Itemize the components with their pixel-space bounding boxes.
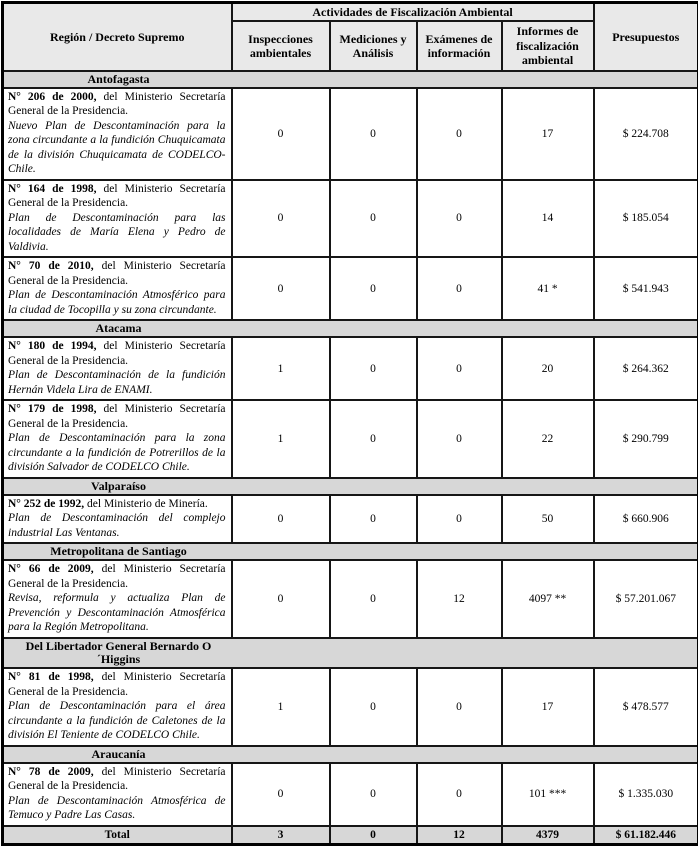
total-inspecciones-cell: 3 xyxy=(232,826,330,845)
plan-description: Plan de Descontaminación de la fundición Hernán Videla Lira de ENAMI. xyxy=(8,368,226,397)
examenes-cell: 0 xyxy=(417,180,502,257)
examenes-cell: 0 xyxy=(417,400,502,477)
mediciones-cell: 0 xyxy=(330,400,417,477)
inspecciones-cell: 0 xyxy=(232,495,330,543)
mediciones-cell: 0 xyxy=(330,88,417,180)
mediciones-cell: 0 xyxy=(330,337,417,400)
decree-ministry: del Ministerio Secretaría General de la Presidencia. xyxy=(8,403,226,429)
presupuesto-cell: $ 224.708 xyxy=(594,88,698,180)
decree-number: N° 66 de 2009, xyxy=(8,563,94,575)
decree-number: N° 252 de 1992, xyxy=(8,498,84,510)
inspecciones-cell: 1 xyxy=(232,400,330,477)
decree-number: N° 164 de 1998, xyxy=(8,183,97,195)
region-section-row xyxy=(3,543,698,560)
decree-title xyxy=(8,90,226,119)
col-header-presupuestos: Presupuestos xyxy=(594,3,698,71)
presupuesto-cell: $ 264.362 xyxy=(594,337,698,400)
decree-title xyxy=(8,182,226,211)
decree-number: N° 206 de 2000, xyxy=(8,91,97,103)
region-label: Antofagasta xyxy=(4,72,233,87)
total-examenes-cell: 12 xyxy=(417,826,502,845)
decree-cell xyxy=(3,257,232,320)
region-section-row xyxy=(3,71,698,88)
header-row-group xyxy=(3,3,698,22)
examenes-cell: 0 xyxy=(417,668,502,745)
region-section-row xyxy=(3,746,698,763)
region-section-row xyxy=(3,638,698,668)
col-header-region: Región / Decreto Supremo xyxy=(3,3,232,71)
plan-description: Plan de Descontaminación para el área circundante a la fundición de Caletones de la división El Teniente de CODELCO Chile. xyxy=(8,699,226,742)
decree-ministry: del Ministerio de Minería. xyxy=(84,498,208,510)
region-label: Valparaíso xyxy=(4,479,233,494)
col-header-inspecciones: Inspecciones ambientales xyxy=(232,21,330,70)
presupuesto-cell: $ 541.943 xyxy=(594,257,698,320)
region-section-row xyxy=(3,320,698,337)
mediciones-cell: 0 xyxy=(330,257,417,320)
fiscalization-table xyxy=(1,1,698,846)
plan-description: Plan de Descontaminación para las localidades de María Elena y Pedro de Valdivia. xyxy=(8,211,226,254)
presupuesto-cell: $ 1.335.030 xyxy=(594,763,698,826)
decree-cell xyxy=(3,668,232,745)
decree-title xyxy=(8,402,226,431)
plan-description: Plan de Descontaminación Atmosférico para la ciudad de Tocopilla y su zona circundante. xyxy=(8,288,226,317)
presupuesto-cell: $ 290.799 xyxy=(594,400,698,477)
inspecciones-cell: 0 xyxy=(232,560,330,637)
table-row xyxy=(3,180,698,257)
presupuesto-cell: $ 478.577 xyxy=(594,668,698,745)
total-informes-cell: 4379 xyxy=(502,826,594,845)
decree-cell xyxy=(3,180,232,257)
table-row xyxy=(3,257,698,320)
decree-cell xyxy=(3,88,232,180)
decree-title xyxy=(8,497,226,511)
mediciones-cell: 0 xyxy=(330,180,417,257)
inspecciones-cell: 0 xyxy=(232,763,330,826)
decree-number: N° 179 de 1998, xyxy=(8,403,97,415)
decree-ministry: del Ministerio Secretaría General de la Presidencia. xyxy=(8,563,226,589)
inspecciones-cell: 0 xyxy=(232,88,330,180)
region-label: Metropolitana de Santiago xyxy=(4,544,233,559)
decree-cell xyxy=(3,763,232,826)
decree-title xyxy=(8,670,226,699)
mediciones-cell: 0 xyxy=(330,495,417,543)
decree-cell xyxy=(3,495,232,543)
total-presupuesto-cell: $ 61.182.446 xyxy=(594,826,698,845)
plan-description: Plan de Descontaminación Atmosférica de Temuco y Padre Las Casas. xyxy=(8,794,226,823)
region-label: Atacama xyxy=(4,321,233,336)
decree-number: N° 78 de 2009, xyxy=(8,766,94,778)
total-row xyxy=(3,826,698,845)
plan-description: Plan de Descontaminación para la zona circundante a la fundición de Potrerillos de la división Salvador de CODELCO Chile. xyxy=(8,431,226,474)
plan-description: Plan de Descontaminación del complejo industrial Las Ventanas. xyxy=(8,511,226,540)
table-row xyxy=(3,495,698,543)
informes-cell: 17 xyxy=(502,668,594,745)
examenes-cell: 0 xyxy=(417,763,502,826)
col-header-examenes: Exámenes de información xyxy=(417,21,502,70)
decree-number: N° 70 de 2010, xyxy=(8,260,94,272)
plan-description: Nuevo Plan de Descontaminación para la zona circundante a la fundición Chuquicamata de la división Chuquicamata de CODELCO-Chile. xyxy=(8,119,226,177)
table-row xyxy=(3,763,698,826)
informes-cell: 17 xyxy=(502,88,594,180)
informes-cell: 14 xyxy=(502,180,594,257)
table-row xyxy=(3,668,698,745)
informes-cell: 22 xyxy=(502,400,594,477)
examenes-cell: 0 xyxy=(417,257,502,320)
decree-title xyxy=(8,765,226,794)
plan-description: Revisa, reformula y actualiza Plan de Prevención y Descontaminación Atmosférica para la Región Metropolitana. xyxy=(8,591,226,634)
decree-number: N° 180 de 1994, xyxy=(8,340,97,352)
presupuesto-cell: $ 660.906 xyxy=(594,495,698,543)
decree-ministry: del Ministerio Secretaría General de la Presidencia. xyxy=(8,183,226,209)
decree-title xyxy=(8,259,226,288)
examenes-cell: 0 xyxy=(417,495,502,543)
decree-title xyxy=(8,339,226,368)
table-row xyxy=(3,88,698,180)
presupuesto-cell: $ 57.201.067 xyxy=(594,560,698,637)
examenes-cell: 0 xyxy=(417,88,502,180)
examenes-cell: 12 xyxy=(417,560,502,637)
table-row xyxy=(3,400,698,477)
mediciones-cell: 0 xyxy=(330,668,417,745)
informes-cell: 4097 ** xyxy=(502,560,594,637)
inspecciones-cell: 1 xyxy=(232,337,330,400)
presupuesto-cell: $ 185.054 xyxy=(594,180,698,257)
decree-ministry: del Ministerio Secretaría General de la Presidencia. xyxy=(8,260,226,286)
decree-cell xyxy=(3,560,232,637)
table-row xyxy=(3,560,698,637)
region-label: Del Libertador General Bernardo O´Higgins xyxy=(4,639,233,667)
examenes-cell: 0 xyxy=(417,337,502,400)
decree-title xyxy=(8,562,226,591)
decree-cell xyxy=(3,400,232,477)
decree-ministry: del Ministerio Secretaría General de la Presidencia. xyxy=(8,340,226,366)
informes-cell: 41 * xyxy=(502,257,594,320)
total-mediciones-cell: 0 xyxy=(330,826,417,845)
decree-ministry: del Ministerio Secretaría General de la Presidencia. xyxy=(8,671,226,697)
informes-cell: 101 *** xyxy=(502,763,594,826)
table-row xyxy=(3,337,698,400)
decree-cell xyxy=(3,337,232,400)
col-header-activities-group: Actividades de Fiscalización Ambiental xyxy=(232,3,594,22)
col-header-mediciones: Mediciones y Análisis xyxy=(330,21,417,70)
informes-cell: 50 xyxy=(502,495,594,543)
inspecciones-cell: 0 xyxy=(232,257,330,320)
decree-ministry: del Ministerio Secretaría General de la Presidencia. xyxy=(8,91,226,117)
total-label-cell: Total xyxy=(3,826,232,845)
informes-cell: 20 xyxy=(502,337,594,400)
decree-ministry: del Ministerio Secretaría General de la Presidencia. xyxy=(8,766,226,792)
decree-number: N° 81 de 1998, xyxy=(8,671,94,683)
inspecciones-cell: 1 xyxy=(232,668,330,745)
inspecciones-cell: 0 xyxy=(232,180,330,257)
col-header-informes: Informes de fiscalización ambiental xyxy=(502,21,594,70)
region-section-row xyxy=(3,478,698,495)
mediciones-cell: 0 xyxy=(330,763,417,826)
region-label: Araucanía xyxy=(4,747,233,762)
mediciones-cell: 0 xyxy=(330,560,417,637)
